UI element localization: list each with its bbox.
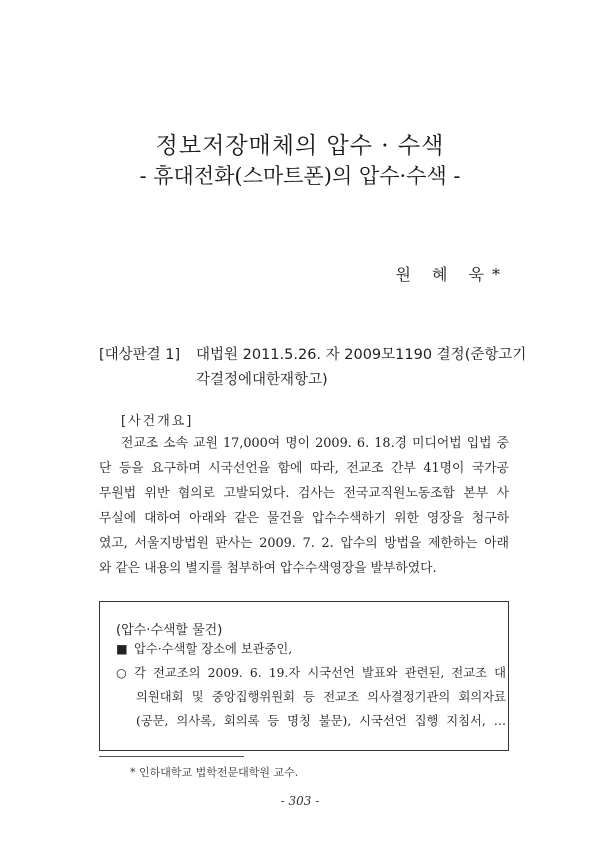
square-bullet-icon: ■ — [116, 642, 128, 656]
footnote-divider — [99, 756, 244, 757]
footnote: * 인하대학교 법학전문대학원 교수. — [130, 766, 299, 779]
overview-heading: [사건개요] — [121, 414, 194, 429]
box-item — [116, 661, 506, 685]
overview-line: 무실에 대하여 아래와 같은 물건을 압수수색하기 위한 영장을 청구하 — [99, 511, 509, 526]
overview-line: 전교조 소속 교원 17,000여 명이 2009. 6. 18.경 미디어법 입법 중 — [121, 436, 509, 451]
circle-bullet-icon: ○ — [116, 666, 127, 680]
paper-title: 정보저장매체의 압수 · 수색 — [155, 133, 445, 159]
overview-line: 였고, 서울지방법원 판사는 2009. 7. 2. 압수의 방법을 제한하는 아래 — [99, 536, 509, 551]
overview-line: 무원법 위반 혐의로 고발되었다. 검사는 전국교직원노동조합 본부 사 — [99, 486, 509, 501]
box-title: (압수·수색할 물건) — [116, 623, 223, 638]
overview-line: 단 등을 요구하며 시국선언을 함에 따라, 전교조 간부 41명이 국가공 — [99, 461, 509, 476]
box-item-text: 각 전교조의 2009. 6. 19.자 시국선언 발표와 관련된, 전교조 대 — [134, 666, 506, 680]
case-reference — [99, 343, 529, 393]
paper-subtitle: - 휴대전화(스마트폰)의 압수·수색 - — [139, 164, 461, 188]
page-number: - 303 - — [280, 794, 320, 808]
box-item-continuation: (공문, 의사록, 회의록 등 명칭 불문), 시국선언 집행 지침서, … — [136, 714, 506, 728]
box-item — [116, 637, 506, 661]
case-label: [대상판결 1] — [99, 347, 181, 363]
overview-line: 와 같은 내용의 별지를 첨부하여 압수수색영장을 발부하였다. — [99, 561, 437, 576]
case-text: 대법원 2011.5.26. 자 2009모1190 결정(준항고기각결정에대한재항고) — [196, 347, 527, 388]
box-item-text: 압수·수색할 장소에 보관중인, — [134, 642, 293, 656]
author-name: 원 혜 욱* — [395, 265, 508, 284]
box-item-continuation: 의원대회 및 중앙집행위원회 등 전교조 의사결정기관의 회의자료 — [136, 690, 506, 704]
